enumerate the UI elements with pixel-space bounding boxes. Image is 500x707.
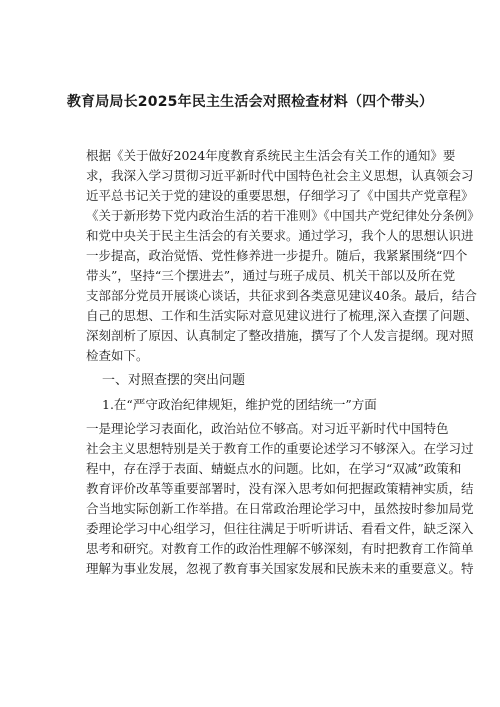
paragraph-line: 委理论学习中心组学习，但往往满足于听听讲话、看看文件，缺乏深入 bbox=[86, 521, 474, 536]
paragraph-line: 《关于新形势下党内政治生活的若干准则》《中国共产党纪律处分条例》 bbox=[86, 208, 480, 223]
paragraph-line: 带头”，坚持“三个摆进去”，通过与班子成员、机关干部以及所在党 bbox=[86, 268, 456, 283]
paragraph-line: 求，我深入学习贯彻习近平新时代中国特色社会主义思想，认真领会习 bbox=[86, 168, 474, 183]
paragraph-line: 合当地实际创新工作举措。在日常政治理论学习中，虽然按时参加局党 bbox=[86, 501, 474, 516]
paragraph-line: 支部部分党员开展谈心谈话，共征求到各类意见建议40条。最后，结合 bbox=[86, 288, 477, 303]
paragraph-line: 自己的思想、工作和生活实际对意见建议进行了梳理,深入查摆了问题、 bbox=[86, 308, 478, 323]
subsection-heading: 1.在“严守政治纪律规矩，维护党的团结统一”方面 bbox=[102, 397, 377, 412]
paragraph-line: 和党中央关于民主生活会的有关要求。通过学习，我个人的思想认识进 bbox=[86, 228, 474, 243]
section-heading: 一、对照查摆的突出问题 bbox=[102, 373, 246, 388]
paragraph-line: 一是理论学习表面化，政治站位不够高。对习近平新时代中国特色 bbox=[86, 421, 449, 436]
paragraph-line: 检查如下。 bbox=[86, 348, 149, 363]
paragraph-line: 程中，存在浮于表面、蜻蜓点水的问题。比如，在学习“双减”政策和 bbox=[86, 461, 462, 476]
document-title: 教育局局长2025年民主生活会对照检查材料（四个带头） bbox=[66, 94, 434, 110]
paragraph-line: 思考和研究。对教育工作的政治性理解不够深刻，有时把教育工作简单 bbox=[86, 541, 474, 556]
paragraph-line: 教育评价改革等重要部署时，没有深入思考如何把握政策精神实质，结 bbox=[86, 481, 474, 496]
paragraph-line: 根据《关于做好2024年度教育系统民主生活会有关工作的通知》要 bbox=[86, 148, 456, 163]
paragraph-line: 深刻剖析了原因、认真制定了整改措施，撰写了个人发言提纲。现对照 bbox=[86, 328, 474, 343]
paragraph-line: 社会主义思想特别是关于教育工作的重要论述学习不够深入。在学习过 bbox=[86, 441, 474, 456]
paragraph-line: 理解为事业发展，忽视了教育事关国家发展和民族未来的重要意义。特 bbox=[86, 561, 474, 576]
paragraph-line: 近平总书记关于党的建设的重要思想，仔细学习了《中国共产党章程》 bbox=[86, 188, 474, 203]
paragraph-line: 一步提高，政治觉悟、党性修养进一步提升。随后，我紧紧围绕“四个 bbox=[86, 248, 468, 263]
